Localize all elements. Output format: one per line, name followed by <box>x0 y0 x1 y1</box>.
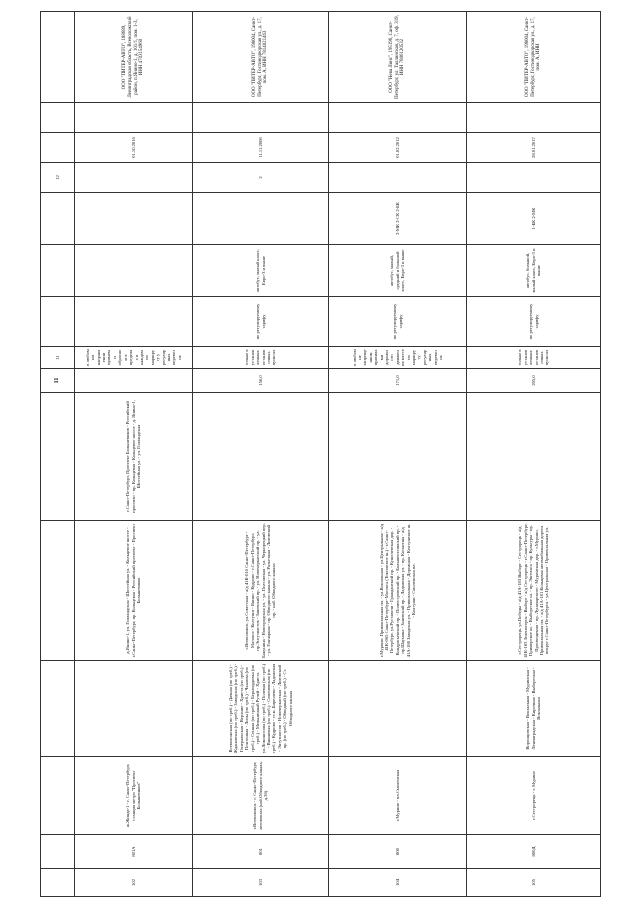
vehicle-category: 2-МК 2-СК 2-БК <box>329 193 467 245</box>
row-number: 104 <box>329 869 467 897</box>
vehicle-type: автобус, малый, средний и большой класс, Евро-3 и выше <box>329 245 467 297</box>
route-code: 801А <box>75 835 193 869</box>
top-cell-marker: 11 <box>41 369 75 393</box>
vehicle-count: 2 <box>193 163 329 193</box>
boarding-order: только в установленных остановочных пунктах <box>193 347 329 369</box>
route-code: 800Д <box>467 835 601 869</box>
start-date: 28.01.2017 <box>467 133 601 163</box>
route-length: 150,0 <box>193 369 329 393</box>
boarding-order: в любом не запрещенном правилами дорожного движения месте по маршруту регулярных перевозок <box>329 347 467 369</box>
route-name: г.Мурино - пл.Смоленская <box>329 757 467 835</box>
table-row <box>329 12 467 897</box>
path-forward: г.Всеволожск, ул.Советская - а/д 41К-016 Санкт-Петербург - Матокса - Колтуши - Янино - Кудрово - г.Санкт-Петербург, пр.Энтузиастов - Заневский пр. - ул. Новочеркасский пр. - ул. Бакунина - Новгородская ул. - ул. Полтавская - ул. Чернорецкий пер. - ул. Гончарная - пр. Обводного канала - ул. Разъезжая - Лиговский пр. - наб. Обводного канала <box>193 521 329 661</box>
row-number: 103 <box>193 869 329 897</box>
vehicle-count <box>75 163 193 193</box>
top-cell-number: 11 <box>41 347 75 369</box>
vehicle-count <box>329 163 467 193</box>
path-forward: д.Янино-1, ул. Голландская - Шоссейная ул. - Кольцевое шоссе - г.Санкт-Петербург, пр. Кольцевая - Российский проспект - Проспект Большевиков <box>75 521 193 661</box>
top-cell-number: 12 <box>41 163 75 193</box>
table-row <box>193 12 329 897</box>
row-number: 102 <box>75 869 193 897</box>
route-name: г.Всеволожск - г. Санкт-Петербург, автовокзал (наб.Обводного канала, д.36) <box>193 757 329 835</box>
vehicle-type: автобус, малый класс, Евро-3 и выше <box>193 245 329 297</box>
intermediate-stops: Всеволожская (по треб.) - Дачная (по треб.) - Ждановская (по треб.) - Заводская (по треб.) - Генеральская - Верхние - Христа (по треб.) - Понтонная - Лизы (по треб.) - Чкалова (по треб.) - Сенная (по треб.) - Бернгардовка (по треб.) - Мельничный Ручей - Христа ул.Ломоносова (по треб.) - Полевая (по треб.) - Вишневая (по треб.) - Семеновская (по треб.) - Кудрово - ст.м. Бирюлево - Ладожская - Энтузиастов - Новочеркасская - Лиговский пр. (по треб.) - Обводный (по треб.) - Ст. Обводного канала <box>193 661 329 757</box>
route-name: ж.Жинда-1 - г. Санкт-Петербург, станция метро "Проспект Большевиков" <box>75 757 193 835</box>
intermediate-stops: Воронцовская - Вокзальная - Муринская - Ленинградская - Кирочная - Выборгская - Вокзальная <box>467 661 601 757</box>
path-back <box>193 393 329 521</box>
vehicle-count <box>467 163 601 193</box>
route-registry-table <box>40 11 601 897</box>
boarding-order: в любом ни направлении прямом и обратном в пределах в каждом по маршруту у регулярных перевозок <box>75 347 193 369</box>
intermediate-stops <box>329 661 467 757</box>
tariff-type <box>75 297 193 347</box>
route-length: 171,0 <box>329 369 467 393</box>
rotated-registry-sheet <box>40 12 600 897</box>
tariff-type: по регулируемому тарифу <box>193 297 329 347</box>
route-code: 801 <box>193 835 329 869</box>
start-date: 11.11.2008 <box>193 133 329 163</box>
path-back: г.Санкт-Петербург, Проспект Большевиков - Российский проспект - пр. Кольцевая - Кольцевое шоссе - д. Янино-1, Шоссейная ул. - ул. Голландская <box>75 393 193 521</box>
vehicle-category: 1-БК 2-МК <box>467 193 601 245</box>
route-name: г.Сестрорецк - г. Мурино <box>467 757 601 835</box>
row-number: 105 <box>467 869 601 897</box>
carrier-info: ООО "Нева Линс", 195196, Санкт-Петербург, ул. Таллинская, д. 7, оф. 319, ИНН 7806120532 <box>329 12 467 103</box>
route-code: 800 <box>329 835 467 869</box>
route-length <box>75 369 193 393</box>
vehicle-type <box>75 245 193 297</box>
start-date: 01.02.2012 <box>329 133 467 163</box>
intermediate-stops <box>75 661 193 757</box>
vehicle-category <box>193 193 329 245</box>
path-forward: г.Сестрорецк, ул.Победы - а/д 41А-183 Выборг - Сестрорецк - а/д 41К-183 Зеленогорск - Выборг - а/д Сестрорецк - г.Санкт-Петербург, Приморское ш. - Выборгское ш. - пр. Энгельса - пр. Культуры - пр. Просвещения - пр. Луначарского - Муринская дор. - г.Мурино, Привокзальная пл. - а/д 41А-181 Кольцевая автомобильная дорога вокруг г.Санкт-Петербурга - ул.Центральная - Привокзальная ул. <box>467 521 601 661</box>
boarding-order: только в установленных остановочных пунктах <box>467 347 601 369</box>
path-back <box>467 393 601 521</box>
route-length: 205,0 <box>467 369 601 393</box>
start-date: 01.10.2016 <box>75 133 193 163</box>
carrier-info: ООО "ПИТЕР-АВТО", 198004, Санкт-Петербург, Гостинодворская ул., д. 17, пом. А, ИНН 7814021463 <box>193 12 329 103</box>
carrier-info: ООО "ПИТЕР-АВТО", 198004, Санкт-Петербург, Гостинодворская ул., д. 17, пом. А, ИНН <box>467 12 601 103</box>
table-row <box>75 12 193 897</box>
carrier-info: ООО "ПИТЕР-АВТО", 188689, Ленинградская область, Всеволожский район, п.Янино-1, д. 101/1, пом. 1-3, ИНН 4703154960 <box>75 12 193 103</box>
table-row <box>467 12 601 897</box>
vehicle-category <box>75 193 193 245</box>
vehicle-type: автобус, большой, малый класс, Евро-3 и выше <box>467 245 601 297</box>
tariff-type: по регулируемому тарифу <box>329 297 467 347</box>
table-row-top-strip <box>41 12 75 897</box>
tariff-type: по регулируемому тарифу <box>467 297 601 347</box>
path-forward: г.Мурино: Привокзальная пл. - ул.Вокзальная - ул.Центральная - а/д 41К-065 Санкт-Петербург-Матокса (Токсовское ш.) - г.Санкт-Петербург, ул.Руставели - Гражданский пр. - Кушелевская дор. - Кондратьевский пр. - Полюстровский пр. - Большеохтинский пр. - пр.Шаумяна - Заневский пр. - Ладожская ул. - пр. Косыгина - а/д 41А-180 Заводская ул. - Привокзальная - Дорожная - Колтушское ш. - Колтуши - Смоленская пл. <box>329 521 467 661</box>
path-back <box>329 393 467 521</box>
